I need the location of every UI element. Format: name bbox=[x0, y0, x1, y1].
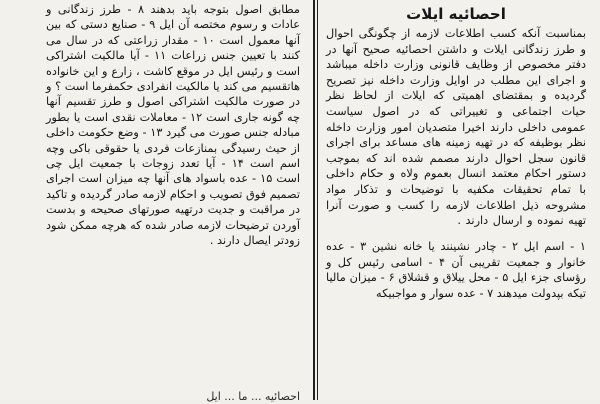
column-divider bbox=[313, 0, 315, 400]
questions-list bbox=[326, 239, 586, 302]
article-intro: بمناسبت آنکه کسب اطلاعات لازمه از چگونگی احوال و طرز زندگانی ایلات و داشتن احصائیه صحیح آنها در دفتر مخصوص از وظایف قانونی وزارت داخله میباشد و اجرای این مطلب در اوایل وزارت داخله نیز تصریح گردیده و بمقتضای اهمیتی که ایلات از لحاظ نظر حیات اجتماعی و تغییراتی که در اصول سیاست عمومی داخلی دارند اخیرا متصدیان امور وزارت داخله نظر بوظیفه که در تهیه زمینه های مساعد برای اجرای قانون سجل احوال دارند مصمم شده اند که بموجب دستور احکام معتمد انسال بعموم ولاه و حکام داخلی با تمام تحقیقات مکفیه با توضیحات و تذکار مواد مشروحه ذیل اطلاعات لازمه را کسب و صورت آنرا تهیه نموده و ارسال دارند . bbox=[326, 27, 586, 228]
right-column bbox=[322, 0, 592, 400]
list-item: ۱ - اسم ایل ۲ - چادر نشینند یا خانه نشین ۳ - عده خانوار و جمعیت تقریبی آن ۴ - اسامی رئیس کل و رؤسای جزء ایل ۵ - محل ییلاق و قشلاق ۶ - میزان مالیا تیکه بپدولت میدهند ۷ - عده سوار و مواجبیکه bbox=[326, 239, 586, 301]
left-column bbox=[44, 0, 306, 403]
left-column-text: مطابق اصول بتوجه باید بدهند ۸ - طرز زندگانی و عادات و رسوم مختصه آن ایل ۹ - صنایع دستی که بین آنها معمول است ۱۰ - مقدار زراعتی که در سال می کنند با تعیین جنس زراعات ۱۱ - آیا مالکیت اشتراکی است و رئیس ایل در موقع کاشت ، زارع و این خانواده هاتقسیم می کند یا مالکیت انفرادی حکمفرما است ؟ و در صورت مالکیت اشتراکی اصول و طرز تقسیم آنها چه گونه جاری است ۱۲ - معاملات نقدی است یا بطور مبادله جنس صورت می گیرد ۱۳ - وضع حکومت داخلی از حیث رسیدگی بمنازعات فردی یا حقوقی باکی وچه اسم است ۱۴ - آیا تعدد زوجات با جمعیت ایل چی است ۱۵ - عده باسواد های آنها چه میزان است اجرای تصمیم فوق تصویب و احکام لازمه صادر گردیده و تاکید در مراقبت و جدیت درتهیه صورتهای صحیحه و بدست آوردن ترضیحات لازمه صادر شده که هرچه ممکن شود زودتر ایصال دارند . bbox=[46, 3, 301, 248]
cut-off-line: احصائیه ... ما ... ایل bbox=[206, 390, 300, 403]
column-divider-thin bbox=[317, 0, 318, 400]
article-heading: احصائیه ایلات bbox=[406, 5, 506, 23]
